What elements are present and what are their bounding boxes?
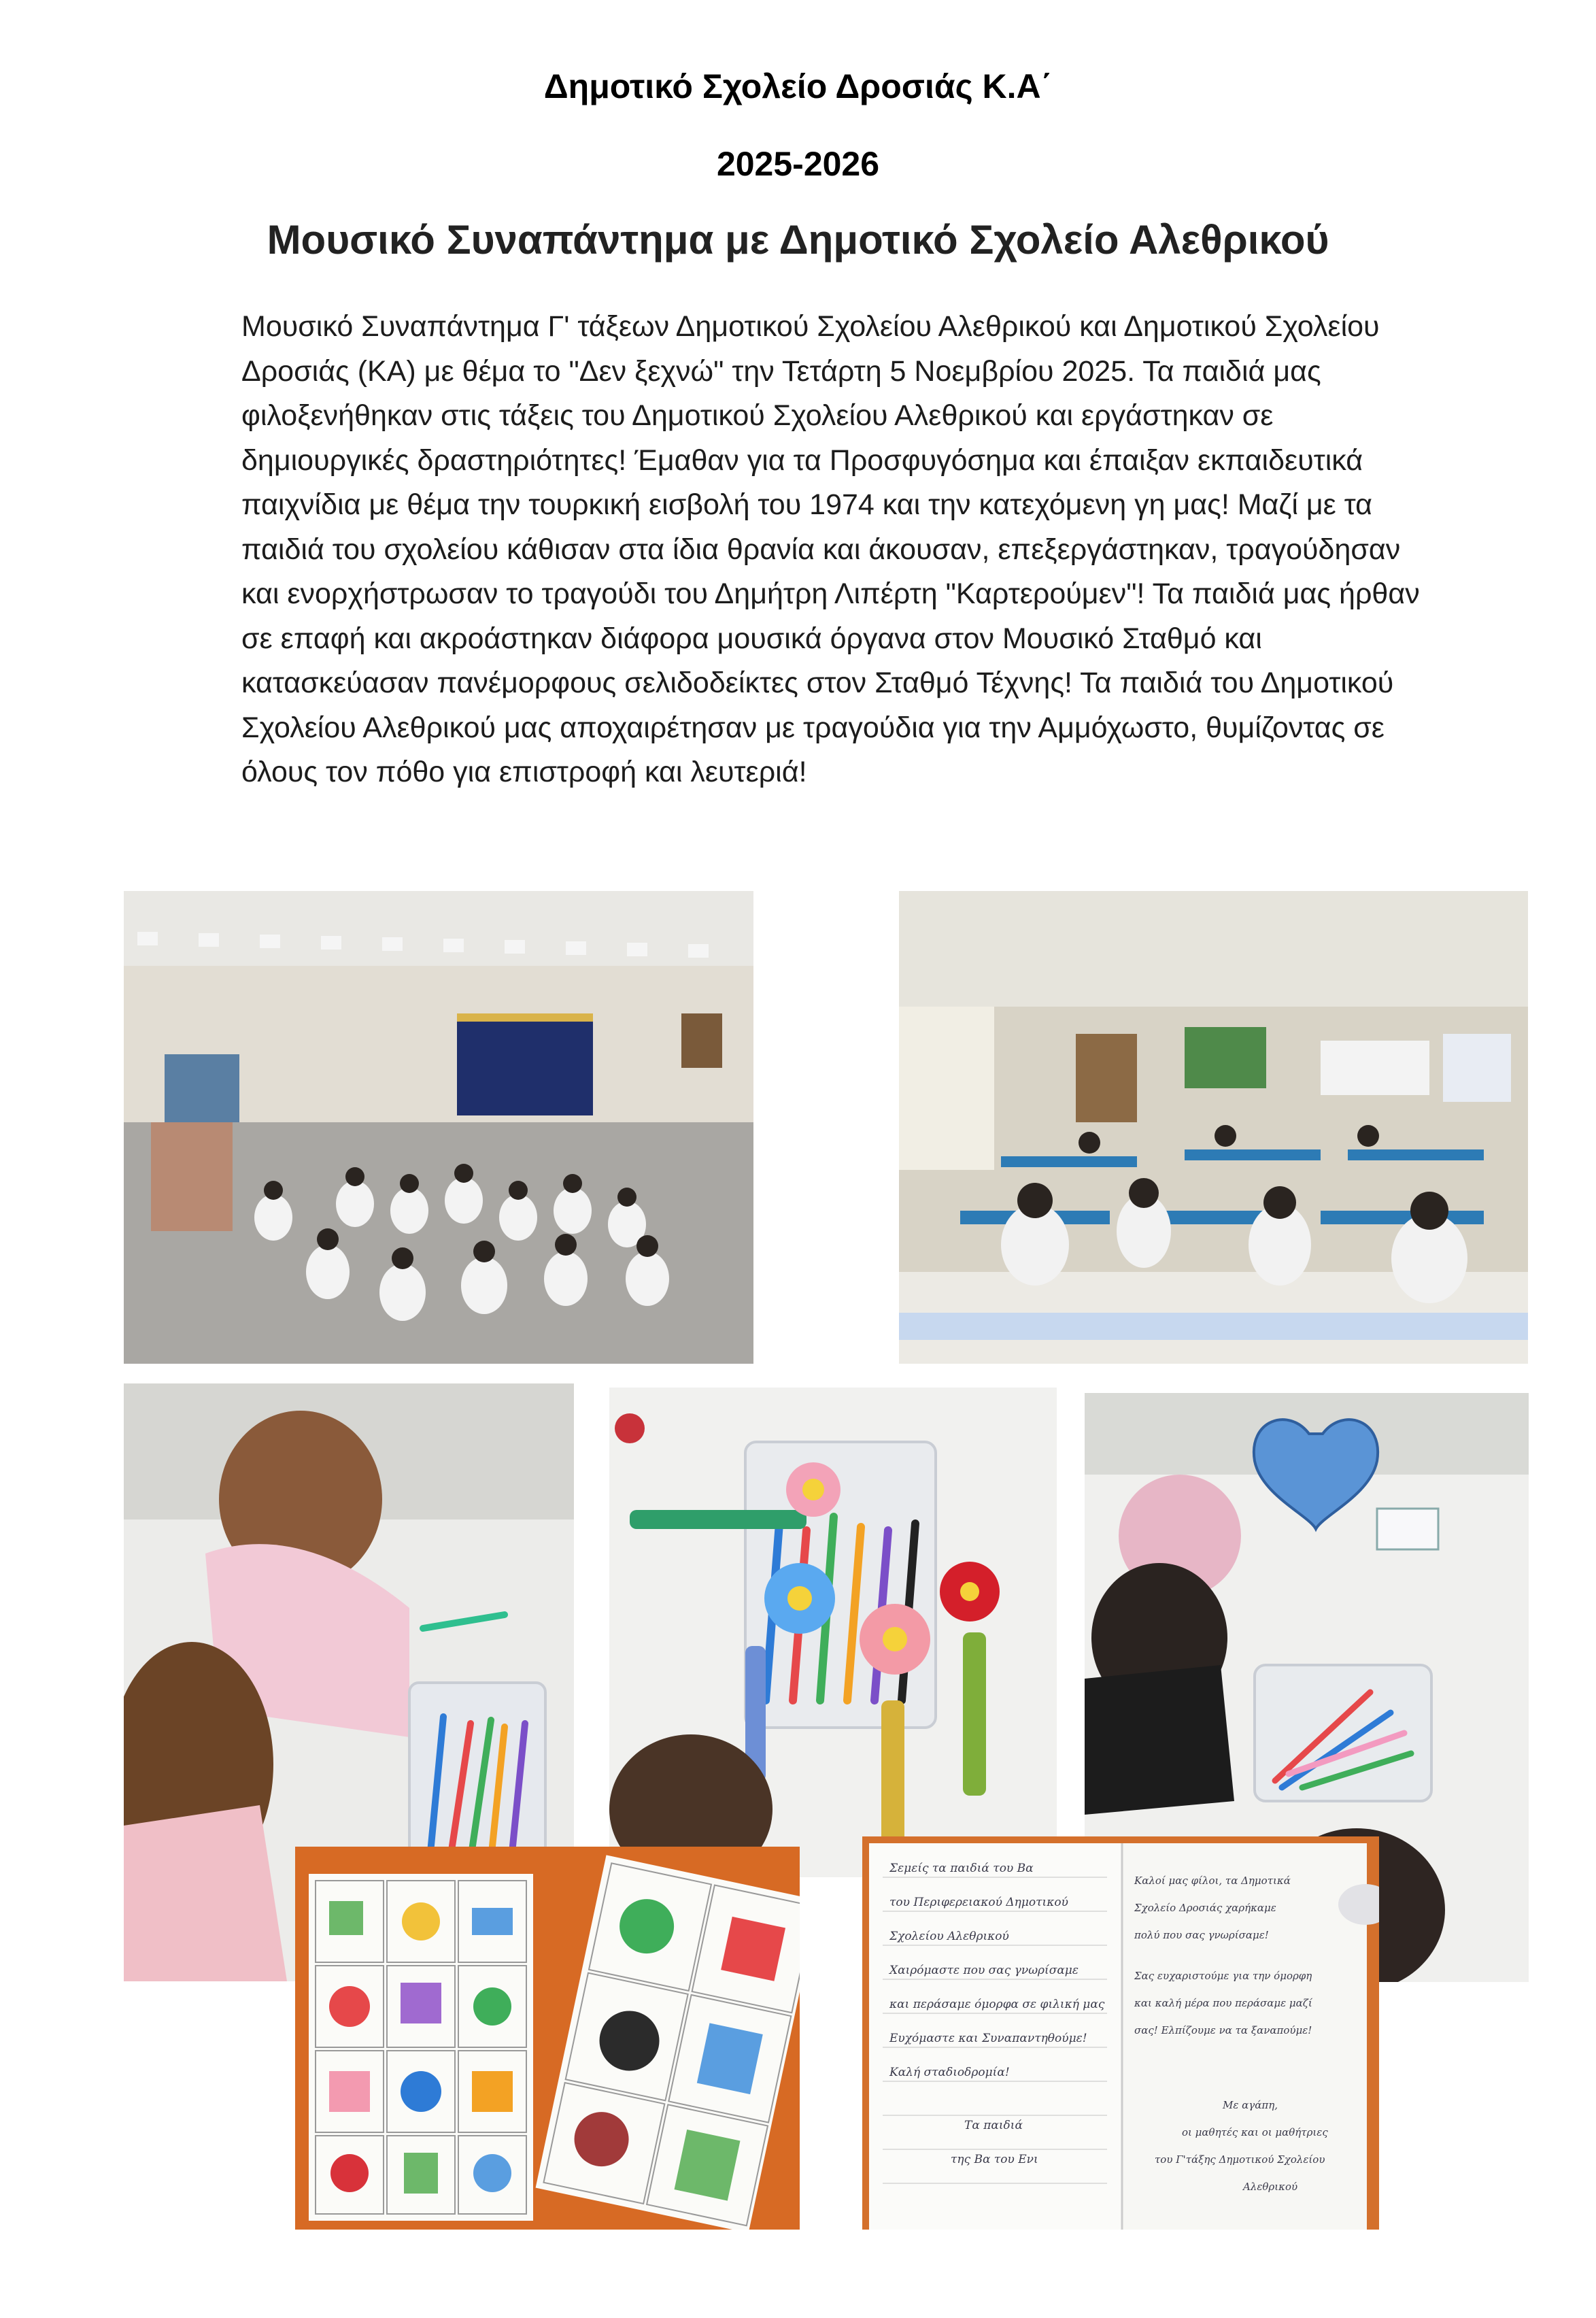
letter-right-line: Καλοί μας φίλοι, τα Δημοτικά — [1134, 1875, 1291, 1887]
photo-assembly-hall — [124, 891, 753, 1364]
letter-left-line: Τα παιδιά — [964, 2119, 1023, 2132]
letter-right-line: σας! Ελπίζουμε να τα ξαναπούμε! — [1134, 2024, 1312, 2036]
letter-left-line: Σχολείου Αλεθρικού — [889, 1930, 1009, 1943]
photo-drawings — [295, 1847, 800, 2230]
letter-right-line: Με αγάπη, — [1223, 2099, 1278, 2111]
photo-flower-bookmarks — [609, 1388, 1057, 1877]
article-body: Μουσικό Συναπάντημα Γ' τάξεων Δημοτικού Σχολείου Αλεθρικού και Δημοτικού Σχολείου Δροσιάς (ΚΑ) με θέμα το "Δεν ξεχνώ" την Τετάρτη 5 Νοεμβρίου 2025. Τα παιδιά μας φιλοξενήθηκαν στις τάξεις του Δημοτικού Σχολείου Αλεθρικού και εργάστηκαν σε δημιουργικές δραστηριότητες! Έμαθαν για τα Προσφυγόσημα και έπαιξαν εκπαιδευτικά παιχνίδια με θέμα την τουρκική εισβολή του 1974 και την κατεχόμενη γη μας! Μαζί με τα παιδιά του σχολείου κάθισαν στα ίδια θρανία και άκουσαν, επεξεργάστηκαν, τραγούδησαν και ενορχήστρωσαν το τραγούδι του Δημήτρη Λιπέρτη "Καρτερούμεν"! Τα παιδιά μας ήρθαν σε επαφή και ακροάστηκαν διάφορα μουσικά όργανα στον Μουσικό Σταθμό και κατασκεύασαν πανέμορφους σελιδοδείκτες στον Σταθμό Τέχνης! Τα παιδιά του Δημοτικού Σχολείου Αλεθρικού μας αποχαιρέτησαν με τραγούδια για την Αμμόχωστο, θυμίζοντας σε όλους τον πόθο για επιστροφή και λευτεριά! — [241, 310, 1420, 788]
school-year: 2025-2026 — [716, 145, 880, 183]
school-name: Δημοτικό Σχολείο Δροσιάς Κ.Α΄ — [543, 67, 1053, 105]
letter-left-line: Καλή σταδιοδρομία! — [889, 2066, 1010, 2079]
letter-right-line: και καλή μέρα που περάσαμε μαζί — [1134, 1997, 1312, 2009]
letter-left-line: Χαιρόμαστε που σας γνωρίσαμε — [889, 1964, 1079, 1977]
letter-right-line: πολύ που σας γνωρίσαμε! — [1134, 1929, 1269, 1941]
photo-handwritten-letter — [862, 1836, 1379, 2230]
letter-left-line: Ευχόμαστε και Συναπαντηθούμε! — [889, 2032, 1087, 2045]
letter-right-line: οι μαθητές και οι μαθήτριες — [1182, 2126, 1328, 2138]
letter-left-line: Σεμείς τα παιδιά του Βα — [889, 1862, 1034, 1875]
letter-right-line: Σας ευχαριστούμε για την όμορφη — [1134, 1970, 1312, 1982]
letter-left-line: της Βα του Ενι — [951, 2153, 1038, 2166]
letter-right-line: Αλεθρικού — [1243, 2181, 1298, 2193]
photo-classroom — [899, 891, 1528, 1364]
letter-left-line: του Περιφερειακού Δημοτικού — [889, 1896, 1068, 1909]
letter-right-line: του Γ'τάξης Δημοτικού Σχολείου — [1155, 2153, 1325, 2166]
page-title: Μουσικό Συναπάντημα με Δημοτικό Σχολείο Αλεθρικού — [267, 217, 1329, 263]
letter-right-line: Σχολείο Δροσιάς χαρήκαμε — [1134, 1902, 1276, 1914]
letter-left-line: και περάσαμε όμορφα σε φιλική μας — [889, 1998, 1105, 2011]
